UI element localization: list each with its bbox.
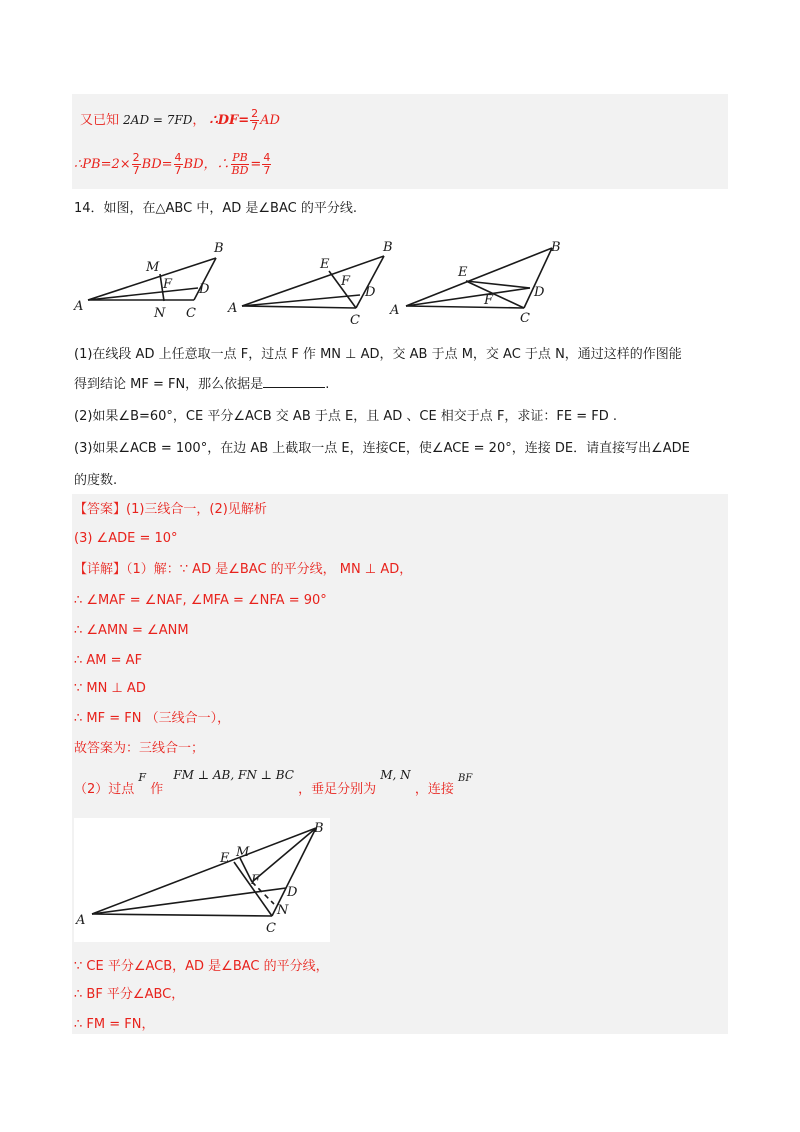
detail-line-6: ∴ MF = FN （三线合一）， bbox=[74, 711, 231, 726]
fraction: $\frac{PB}{BD}$ bbox=[231, 151, 249, 177]
label-B: B bbox=[314, 821, 324, 836]
top-line-2: ∴PB=2× $\frac{2}{7}$ BD= $\frac{4}{7}$ BD，∴ $\frac{PB}{BD}$ = $\frac{4}{7}$ bbox=[74, 151, 271, 177]
fraction: $\frac{2}{7}$ bbox=[132, 151, 140, 177]
label-N: N bbox=[277, 903, 289, 918]
figure-2 bbox=[226, 238, 396, 328]
label-E: E bbox=[320, 257, 330, 272]
problem-stem: 14．如图，在△ABC 中，AD 是∠BAC 的平分线. bbox=[74, 201, 357, 216]
label-D: D bbox=[199, 282, 210, 297]
detail-line-1: 【详解】（1）解：∵ AD 是∠BAC 的平分线， MN ⊥ AD， bbox=[74, 562, 413, 577]
label-F: F bbox=[163, 277, 173, 292]
label-M: M bbox=[236, 845, 250, 860]
label-A: A bbox=[228, 301, 238, 316]
label-B: B bbox=[214, 241, 224, 256]
detail-line-8: （2）过点 F 作 FM ⊥ AB, FN ⊥ BC ，垂足分别为 M, N ，连接 BF bbox=[74, 768, 473, 797]
answer-line-2: (3) ∠ADE = 10° bbox=[74, 531, 178, 546]
label-A: A bbox=[74, 299, 84, 314]
label-D: D bbox=[365, 285, 376, 300]
label-C: C bbox=[350, 313, 360, 328]
label-M: M bbox=[146, 260, 160, 275]
fraction: $\frac{4}{7}$ bbox=[263, 151, 271, 177]
label-E: E bbox=[220, 851, 230, 866]
detail-line-5: ∵ MN ⊥ AD bbox=[74, 681, 146, 696]
label-B: B bbox=[383, 240, 393, 255]
label-F: F bbox=[484, 293, 494, 308]
top-line-1: 又已知 2AD = 7FD， ∴DF= $\frac{2}{7}$ AD bbox=[80, 107, 280, 133]
detail-line-7: 故答案为：三线合一； bbox=[74, 741, 205, 756]
label-F: F bbox=[251, 873, 261, 888]
label-C: C bbox=[186, 306, 196, 321]
part-3-line-1: (3)如果∠ACB = 100°，在边 AB 上截取一点 E，连接CE，使∠ACE = 20°，连接 DE．请直接写出∠ADE bbox=[74, 441, 690, 456]
label-E: E bbox=[458, 265, 468, 280]
detail-line-3: ∴ ∠AMN = ∠ANM bbox=[74, 623, 189, 638]
part-3-line-2: 的度数. bbox=[74, 473, 118, 488]
fraction: $\frac{2}{7}$ bbox=[251, 107, 259, 133]
label-A: A bbox=[76, 913, 86, 928]
detail-line-2: ∴ ∠MAF = ∠NAF, ∠MFA = ∠NFA = 90° bbox=[74, 593, 327, 608]
label-C: C bbox=[266, 921, 276, 936]
fraction: $\frac{4}{7}$ bbox=[174, 151, 182, 177]
label-F: F bbox=[341, 274, 351, 289]
detail-line-4: ∴ AM = AF bbox=[74, 653, 143, 668]
figure-3 bbox=[388, 238, 568, 328]
answer-blank bbox=[263, 377, 325, 388]
label-B: B bbox=[551, 240, 561, 255]
label-D: D bbox=[534, 285, 545, 300]
label-D: D bbox=[287, 885, 298, 900]
label-A: A bbox=[390, 303, 400, 318]
part-2: (2)如果∠B=60°，CE 平分∠ACB 交 AB 于点 E，且 AD 、CE 相交于点 F，求证：FE = FD . bbox=[74, 409, 618, 424]
answer-line-1: 【答案】(1)三线合一，(2)见解析 bbox=[74, 502, 267, 517]
extra-line-1: ∵ CE 平分∠ACB，AD 是∠BAC 的平分线， bbox=[74, 959, 329, 974]
part-1-line-2: 得到结论 MF = FN，那么依据是 . bbox=[74, 377, 330, 392]
figure-4 bbox=[74, 818, 330, 942]
figure-1 bbox=[70, 238, 230, 328]
extra-line-2: ∴ BF 平分∠ABC， bbox=[74, 987, 185, 1002]
label-C: C bbox=[520, 311, 530, 326]
part-1-line-1: (1)在线段 AD 上任意取一点 F，过点 F 作 MN ⊥ AD，交 AB 于点 M，交 AC 于点 N，通过这样的作图能 bbox=[74, 347, 682, 362]
label-N: N bbox=[154, 306, 166, 321]
extra-line-3: ∴ FM = FN， bbox=[74, 1017, 155, 1032]
